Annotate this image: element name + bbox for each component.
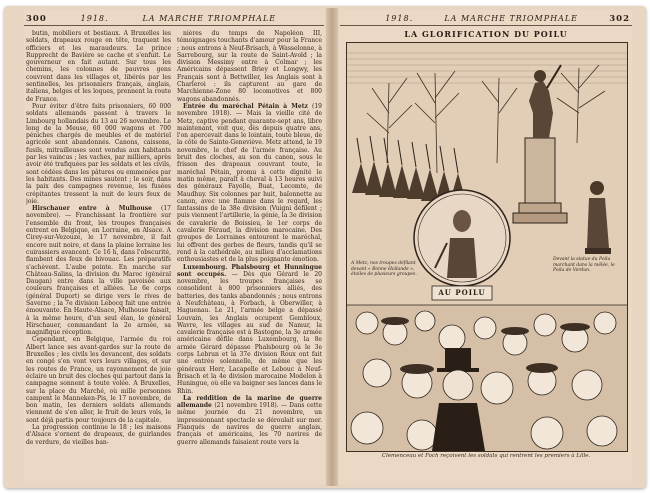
paragraph-text: Pour éviter d'être faits prisonniers, 60 000 soldats allemands passent à travers le Limbourg hollandais du 13 au 26 novembre. Le long de la Meuse, 60 000 wagons et 700 péniches chargés de meubles et de matériel agricole sont abandonnés. Canons, caissons, fusils, mitrailleuses sont vendus aux habitants par les vaincus ; les vaches, par milliers, après avoir été trafiquées par les soldats et les civils, sont cédées dans les pâtures ou emmenées par les habitants. Des mines sautent ; le soir, dans la paix des campagnes revenue, les fusées crépitantes tressent la nuit de leurs feux de joie. [26,102,171,205]
medallion-label: AU POILU [438,288,486,297]
paragraph-text: La progression continue le 18 ; les maisons d'Alsace s'ornent de drapeaux, de guirlandes de verdure, de vieilles ban- [26,424,171,446]
right-running-head-year: 1918. [385,14,414,23]
book-gutter [326,8,338,486]
paragraph-text: — Dès que Gérard le 20 novembre, les troupes françaises se consolident à 800 prisonniers alliés, des batteries, des tanks abandonnés ; nous entrons à Neufchâteau, à Forbach, à Oberwiller, à Haguenau. Le 21, l'armée belge a dépassé Louvain, les Anglais occupent Gembloux, Wavre, les villages au sud de Namur, la cavalerie française est à Bastogne, la 3e armée américaine défile dans Luxembourg, la 8e armée Gérard dépasse Phalsbourg où le 3e corps Lebrun et la 37e division Roux ont fait une entrée solennelle, de même que les généraux Herr, Lacapelle et Lebouc à Neuf-Brisach et la 4e division marocaine Modelon à Huningue, où elle va baigner ses lances dans le Rhin. [177,270,322,395]
engraving-drawing [347,43,627,451]
paragraph [26,205,171,336]
left-column-2 [177,30,322,480]
paragraph [177,30,322,103]
illustration-caption: Clemenceau et Foch reçoivent les soldats qui rentrent les premiers à Lille. [381,453,591,459]
right-running-head [340,12,632,26]
left-page-columns [26,30,322,480]
left-running-head-year: 1918. [80,14,109,23]
engraving-illustration [346,42,628,452]
paragraph-text: butin, mobiliers et bestiaux. A Bruxelles les soldats, drapeaux rouge en tête, traquent les officiers et les maraudeurs. Le prince Rupprecht de Bavière se cache et s'enfuit. Le gouverneur en fait autant. Sur tous les chemins, les colonnes de pauvres gens couvrent dans les villages et, libérés par les sentinelles, les prisonniers français, anglais, italiens, belges et les loques, prennent la route de France. [26,30,171,103]
paragraph [177,264,322,395]
illustration-title: LA GLORIFICATION DU POILU [404,29,568,39]
paragraph [26,336,171,424]
right-page-number: 302 [609,13,630,24]
caption-left: A Metz, nos troupes défilant devant « Bonne Hollande », étoiles de plusieurs groupes. [351,261,417,277]
section-heading: Luxembourg. Phalsbourg et Hunningue sont occupés. [177,263,322,278]
paragraph-text: (17 novembre). — Franchissant la frontière sur l'ensemble du front, les troupes françaises entrent en Belgique, en Lorraine, en Alsace. A Cirey-sur-Vezouze, le 17 novembre, il fait encore nuit noire, et dans la plaine lorraine les cuirassiers avancent. Ce 16 h, dans l'obscurité, flambent des feux de bivouac. Les préparatifs s'achèvent. L'aube pointe. En marche sur Château-Salins, la division du Maroc (général Daugan) entre dans la ville pavoisée aux couleurs françaises et alliées. Le 6e corps (général Duport) se dirige vers le rives de Saverne ; la 7e division Lebocq fait une entrée émouvante. En Haute-Alsace, Mulhouse faisait, à la même heure, d'un seul élan, le général Hirschauer, commandant la 2e armée, sa magnifique réception. [26,205,171,337]
crowd [347,305,627,451]
left-running-head-title: LA MARCHE TRIOMPHALE [142,14,277,23]
right-page [340,10,632,484]
left-page-number: 300 [26,13,47,24]
section-heading: La reddition de la marine de guerre allemande [177,394,322,410]
right-running-head-title: LA MARCHE TRIOMPHALE [444,14,579,23]
paragraph [177,103,322,264]
caption-right: Devant la statue du Poilu marchant dans la mêlée, le Poilu de Verdun. [553,257,615,273]
paragraph-text: nières du temps de Napoléon III, témoignages touchants d'amour pour la France ; nous entrons à Neuf-Brisach, à Wasselonne, à Sarrebourg, sur la route de Saint-Avold ; la division Messimy entre à Colmar ; les Américains dépassent Briey et Longwy, les Français sont à Bettwiller, les Anglais sont à Charleroi : ils capturent au gare de Marchienne-Zone 80 locomotives et 800 wagons abandonnés. [177,30,322,103]
left-page [24,10,324,484]
paragraph [26,30,171,103]
open-book [4,6,646,488]
paragraph-text: (21 novembre 1918). — Dans cette même journée du 21 novembre, un impressionnant spectacle se déroulait sur mer. Flanqués de navires de guerre anglais, français et américains, les 70 navires de guerre allemands faisaient route vers la [177,402,322,446]
section-heading: Entrée du maréchal Pétain à Metz [183,102,313,110]
medallion [414,190,510,286]
left-column-1 [26,30,171,480]
section-heading: Hirschauer entre à Mulhouse [32,205,162,213]
paragraph [26,424,171,446]
paragraph [26,103,171,205]
paragraph [177,395,322,446]
paragraph-text: (19 novembre 1918). — Mais la vieille cité de Metz, captive pendant quarante-sept ans, libre maintenant, voit que, dès depuis quatre ans, l'on apercevait dans le lointain, toute bleue, de la côte de Sainte-Geneviève. Metz attend, le 19 novembre, le chef de l'armée française. Au bruit des cloches, au son du canon, sous le frisson des drapeaux couvrant toute, le maréchal Pétain, promu à cette dignité le matin même, paraît à cheval à 13 heures suivi des généraux Fayolle, Buat, Lecomte, de Maudhuy. Six colonnes par huit, baïonnette au canon, avec une flamme dans le regard, les fantassins de la 38e division (Vuigni défilent ; puis viennent l'artillerie, la génie, la 3e division de cavalerie de Boissieu, le 1er corps de cavalerie Féraud, la division marocaine. Des groupes de Lorraines entourent le maréchal, lui offrent des gerbes de fleurs, tandis qu'il se rend à la cathédrale, au milieu d'acclamations enthousiastes et de la plus poignante émotion. [177,102,322,264]
left-running-head [24,12,324,26]
paragraph-text: Cependant, en Belgique, l'armée du roi Albert lance ses avant-gardes sur la route de Bruxelles ; les civils les devancent, des soldats en congé s'en vont vers leurs villages, et sur les routes de France, un rayonnement de joie éclaire un bruit des cloches qui partout dans la campagne sonnent à toute volée. A Bruxelles, sur la place du Marché, où mille personnes campent le Manneken-Pis, le 17 novembre, de bon matin, les derniers soldats allemands viennent de s'en aller, le fruit de leurs vols, le sont déjà partis pour toujours de la capitale. [26,336,171,424]
